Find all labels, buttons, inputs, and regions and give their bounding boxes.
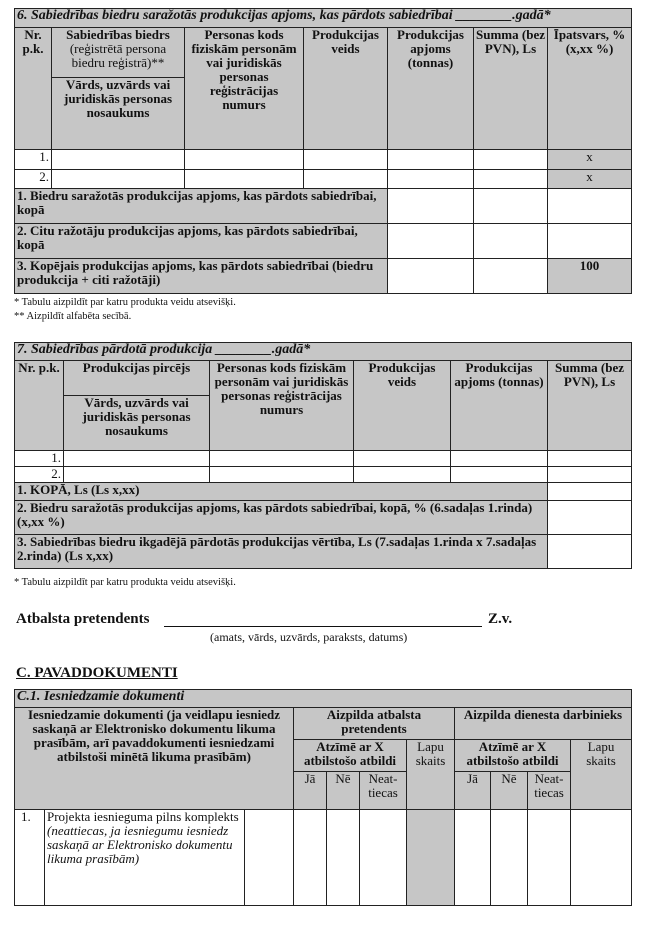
applicant-pages-header: Lapu skaits	[407, 740, 455, 810]
summary-row	[15, 535, 632, 569]
summary-row	[15, 483, 632, 501]
col-volume-header: Produkcijas apjoms (tonnas)	[388, 28, 474, 150]
row-nr: 1.	[15, 451, 64, 467]
code-cell[interactable]	[210, 467, 354, 483]
footnote: * Tabulu aizpildīt par katru produkta veidu atsevišķi.	[14, 577, 236, 588]
code-cell[interactable]	[185, 170, 304, 189]
sum-cell[interactable]	[548, 535, 632, 569]
summary-label: 3. Kopējais produkcijas apjoms, kas pārdots sabiedrībai (biedru produkcija + citi ražotāji)	[15, 259, 388, 294]
summary-row	[15, 189, 632, 224]
sum-cell[interactable]	[548, 467, 632, 483]
col-nr-header: Nr. p.k.	[15, 28, 52, 150]
volume-cell[interactable]	[388, 189, 474, 224]
name-cell[interactable]	[52, 170, 185, 189]
documents-table	[14, 689, 632, 906]
service-na-header: Neat-tiecas	[528, 772, 571, 810]
applicant-no-header: Nē	[327, 772, 360, 810]
doc-row-note: (neattiecas, ja iesniegumu iesniedz saskaņā ar Elektronisko dokumentu likuma prasībām)	[47, 823, 233, 866]
doc-extra-cell	[245, 810, 294, 906]
doc-row-title: Projekta iesnieguma pilns komplekts	[47, 809, 239, 824]
name-cell[interactable]	[64, 451, 210, 467]
table-row	[15, 170, 632, 189]
col-share-header: Īpatsvars, % (x,xx %)	[548, 28, 632, 150]
footnote: ** Aizpildīt alfabēta secībā.	[14, 311, 132, 322]
code-cell[interactable]	[210, 451, 354, 467]
volume-cell[interactable]	[388, 224, 474, 259]
stamp-label: Z.v.	[488, 611, 513, 627]
sum-cell[interactable]	[474, 170, 548, 189]
document-row	[15, 810, 632, 906]
col-nr-header: Nr. p.k.	[15, 361, 64, 451]
share-total: 100	[548, 259, 632, 294]
volume-cell[interactable]	[388, 170, 474, 189]
signature-caption: (amats, vārds, uzvārds, paraksts, datums)	[210, 630, 408, 644]
col-type-header: Produkcijas veids	[304, 28, 388, 150]
doc-row-text	[45, 810, 245, 906]
volume-cell[interactable]	[451, 467, 548, 483]
section-heading: C. PAVADDOKUMENTI	[16, 665, 178, 681]
applicant-na-cell[interactable]	[360, 810, 407, 906]
name-cell[interactable]	[64, 467, 210, 483]
col-member-header	[52, 28, 185, 78]
signature-label: Atbalsta pretendents	[16, 611, 150, 627]
col-sum-header: Summa (bez PVN), Ls	[474, 28, 548, 150]
table-row	[15, 451, 632, 467]
share-cell[interactable]	[548, 224, 632, 259]
applicant-mark-header: Atzīmē ar X atbilstošo atbildi	[294, 740, 407, 772]
table-6-title: 6. Sabiedrības biedru saražotās produkcijas apjoms, kas pārdots sabiedrībai ________.gadā*	[15, 9, 632, 28]
summary-label: 1. KOPĀ, Ls (Ls x,xx)	[15, 483, 548, 501]
type-cell[interactable]	[354, 467, 451, 483]
col-sum-header: Summa (bez PVN), Ls	[548, 361, 632, 451]
col-volume-header: Produkcijas apjoms (tonnas)	[451, 361, 548, 451]
sum-cell[interactable]	[474, 150, 548, 170]
member-header-sub: (reģistrētā persona biedru reģistrā)**	[69, 41, 167, 70]
service-pages-header: Lapu skaits	[571, 740, 632, 810]
service-pages-cell[interactable]	[571, 810, 632, 906]
summary-label: 1. Biedru saražotās produkcijas apjoms, kas pārdots sabiedrībai, kopā	[15, 189, 388, 224]
volume-cell[interactable]	[451, 451, 548, 467]
col-buyer-header: Produkcijas pircējs	[64, 361, 210, 396]
sum-cell[interactable]	[474, 224, 548, 259]
applicant-yes-cell[interactable]	[294, 810, 327, 906]
type-cell[interactable]	[304, 170, 388, 189]
col-name-header: Vārds, uzvārds vai juridiskās personas nosaukums	[52, 78, 185, 150]
share-cell[interactable]	[548, 189, 632, 224]
sum-cell[interactable]	[548, 501, 632, 535]
service-yes-cell[interactable]	[455, 810, 491, 906]
service-yes-header: Jā	[455, 772, 491, 810]
summary-label: 3. Sabiedrības biedru ikgadējā pārdotās produkcijas vērtība, Ls (7.sadaļas 1.rinda x 7.sadaļas 2.rinda) (Ls x,xx)	[15, 535, 548, 569]
member-header-top: Sabiedrības biedrs	[66, 27, 170, 42]
col-service-header: Aizpilda dienesta darbinieks	[455, 708, 632, 740]
table-7-title: 7. Sabiedrības pārdotā produkcija ________.gadā*	[15, 343, 632, 361]
col-docs-header: Iesniedzamie dokumenti (ja veidlapu iesniedz saskaņā ar Elektronisko dokumentu likuma prasībām, arī pavaddokumenti iesniedzami atbilstoši minētā likuma prasībām)	[15, 708, 294, 810]
sum-cell[interactable]	[474, 189, 548, 224]
service-na-cell[interactable]	[528, 810, 571, 906]
share-cell: x	[548, 170, 632, 189]
sum-cell[interactable]	[474, 259, 548, 294]
summary-label: 2. Citu ražotāju produkcijas apjoms, kas pārdots sabiedrībai, kopā	[15, 224, 388, 259]
applicant-na-header: Neat-tiecas	[360, 772, 407, 810]
summary-row	[15, 501, 632, 535]
col-applicant-header: Aizpilda atbalsta pretendents	[294, 708, 455, 740]
row-nr: 1.	[15, 150, 52, 170]
documents-subtitle: C.1. Iesniedzamie dokumenti	[15, 690, 632, 708]
name-cell[interactable]	[52, 150, 185, 170]
col-code-header: Personas kods fiziskām personām vai juridiskās personas reģistrācijas numurs	[185, 28, 304, 150]
signature-line[interactable]	[164, 626, 482, 627]
service-no-header: Nē	[491, 772, 528, 810]
applicant-yes-header: Jā	[294, 772, 327, 810]
applicant-pages-cell[interactable]	[407, 810, 455, 906]
col-name-header: Vārds, uzvārds vai juridiskās personas nosaukums	[64, 396, 210, 451]
row-nr: 2.	[15, 170, 52, 189]
service-no-cell[interactable]	[491, 810, 528, 906]
code-cell[interactable]	[185, 150, 304, 170]
summary-label: 2. Biedru saražotās produkcijas apjoms, kas pārdots sabiedrībai, kopā, % (6.sadaļas 1.rinda) (x,xx %)	[15, 501, 548, 535]
service-mark-header: Atzīmē ar X atbilstošo atbildi	[455, 740, 571, 772]
summary-row	[15, 259, 632, 294]
col-code-header: Personas kods fiziskām personām vai juridiskās personas reģistrācijas numurs	[210, 361, 354, 451]
volume-cell[interactable]	[388, 259, 474, 294]
applicant-no-cell[interactable]	[327, 810, 360, 906]
footnote: * Tabulu aizpildīt par katru produkta veidu atsevišķi.	[14, 297, 236, 308]
type-cell[interactable]	[354, 451, 451, 467]
col-type-header: Produkcijas veids	[354, 361, 451, 451]
table-row	[15, 150, 632, 170]
sum-cell[interactable]	[548, 483, 632, 501]
summary-row	[15, 224, 632, 259]
share-cell: x	[548, 150, 632, 170]
table-7	[14, 342, 632, 569]
table-row	[15, 467, 632, 483]
table-6	[14, 8, 632, 294]
doc-row-nr: 1.	[15, 810, 45, 906]
type-cell[interactable]	[304, 150, 388, 170]
sum-cell[interactable]	[548, 451, 632, 467]
row-nr: 2.	[15, 467, 64, 483]
volume-cell[interactable]	[388, 150, 474, 170]
